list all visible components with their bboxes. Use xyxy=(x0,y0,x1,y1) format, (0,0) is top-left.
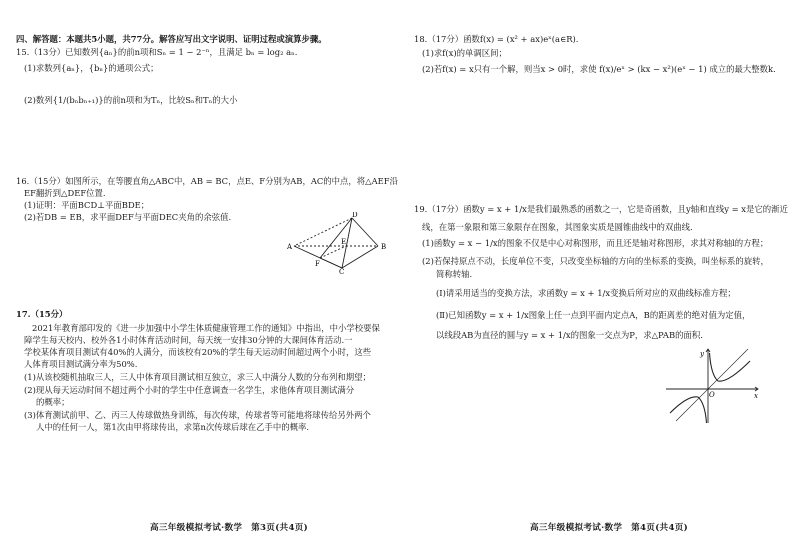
q17-line: (2)现从每天运动时间不超过两个小时的学生中任意调查一名学生，求他体育项目测试满分 xyxy=(24,385,355,395)
label-E: E xyxy=(341,238,347,246)
q19-part2b: 简称转轴. xyxy=(436,269,473,279)
q15-head: 15.（13分）已知数列{aₙ}的前n项和Sₙ = 1 − 2⁻ⁿ，且满足 bₙ = log₂ aₙ. xyxy=(16,47,298,57)
q15-part2: (2)数列{1/(bₙbₙ₊₁)}的前n项和为Tₙ，比较Sₙ和Tₙ的大小 xyxy=(24,95,238,105)
section-header: 四、解答题：本题共5小题，共77分。解答应写出文字说明、证明过程或演算步骤。 xyxy=(16,34,327,44)
q19-part2-i: (Ⅰ)请采用适当的变换方法，求函数y = x + 1/x变换后所对应的双曲线标准方程； xyxy=(436,288,736,298)
page-footer: 高三年级模拟考试·数学 第4页(共4页) xyxy=(530,523,688,533)
label-B: B xyxy=(381,243,387,251)
q17-line: 学校某体育项目测试有40%的人满分，而该校有20%的学生每天运动时间超过两个小时，这些 xyxy=(24,347,372,357)
q16-part1: (1)证明：平面BCD⊥平面BDE； xyxy=(24,200,150,210)
q17-line: 障学生每天校内、校外各1小时体育活动时间，每天统一安排30分钟的大课间体育活动.一 xyxy=(24,335,353,345)
q19-part1: (1)函数y = x − 1/x的图象不仅是中心对称图形，而且还是轴对称图形，求其对称轴l的方程； xyxy=(422,238,769,248)
axis-y-label: y xyxy=(700,350,704,358)
q17-line: 的概率； xyxy=(36,397,70,407)
page-footer: 高三年级模拟考试·数学 第3页(共4页) xyxy=(150,523,308,533)
q17-line: (1)从该校随机抽取三人，三人中体育项目测试相互独立，求三人中满分人数的分布列和期望； xyxy=(24,372,371,382)
page-4 xyxy=(400,0,800,550)
q19-head2: 线，在第一象限和第三象限存在图象，其图象实质是圆锥曲线中的双曲线. xyxy=(422,222,693,232)
hyperbola-graph xyxy=(662,345,762,425)
q16-head: 16.（15分）如图所示，在等腰直角△ABC中，AB = BC，点E、F分别为AB，AC的中点，将△AEF沿 xyxy=(16,176,398,186)
q17-line: 人体育项目测试满分率为50%. xyxy=(24,359,138,369)
label-F: F xyxy=(315,260,320,268)
q18-part2: (2)若f(x) = x只有一个解，则当x > 0时，求使 f(x)/eˣ > (kx − x²)(eˣ − 1) 成立的最大整数k. xyxy=(422,64,776,74)
axis-x-label: x xyxy=(754,392,758,400)
q19-part2-ii: (Ⅱ)已知函数y = x + 1/x图象上任一点到平面内定点A，B的距离差的绝对值为定值， xyxy=(436,310,751,320)
q19-part2: (2)若保持原点不动，长度单位不变，只改变坐标轴的方向的坐标系的变换，叫坐标系的旋转， xyxy=(422,256,769,266)
q18-part1: (1)求f(x)的单调区间； xyxy=(422,48,507,58)
q17-head: 17.（15分） xyxy=(16,309,68,319)
q17-line: 2021年教育部印发的《进一步加强中小学生体质健康管理工作的通知》中指出，中小学校要保 xyxy=(32,323,380,333)
pyramid-figure xyxy=(286,212,396,274)
q17-line: 人中的任何一人，第1次由甲将球传出，求第n次传球后球在乙手中的概率. xyxy=(36,422,310,432)
q15-part1: (1)求数列{aₙ}，{bₙ}的通项公式； xyxy=(24,63,159,73)
q18-head: 18.（17分）函数f(x) = (x² + ax)eˣ(a∈R). xyxy=(414,34,579,44)
label-A: A xyxy=(287,243,293,251)
q16-part2: (2)若DB = EB，求平面DEF与平面DEC夹角的余弦值. xyxy=(24,212,232,222)
q16-head2: EF翻折到△DEF位置. xyxy=(24,188,106,198)
q19-part2-ii-b: 以线段AB为直径的圆与y = x + 1/x的图象一交点为P，求△PAB的面积. xyxy=(436,330,703,340)
q17-line: (3)体育测试前甲、乙、丙三人传球做热身训练，每次传球，传球者等可能地将球传给另外两个 xyxy=(24,410,371,420)
label-C: C xyxy=(339,268,345,274)
q19-head: 19.（17分）函数y = x + 1/x是我们最熟悉的函数之一，它是奇函数，且y轴和直线y = x是它的渐近 xyxy=(414,204,788,214)
label-D: D xyxy=(352,212,358,219)
origin-label: O xyxy=(709,391,715,399)
